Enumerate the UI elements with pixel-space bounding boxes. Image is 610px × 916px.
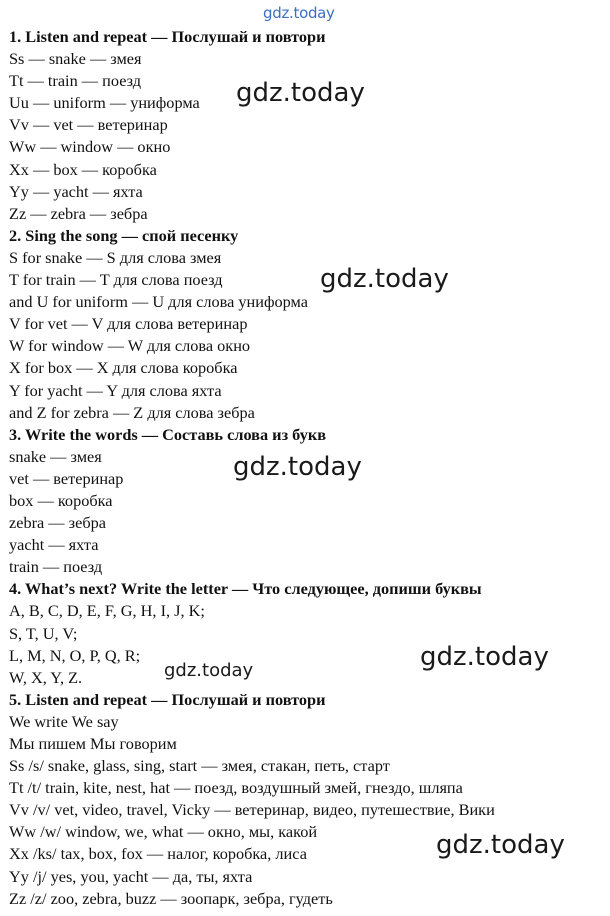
text-line: vet — ветеринар	[9, 468, 124, 488]
text-line: A, B, C, D, E, F, G, H, I, J, K;	[9, 601, 205, 621]
section-heading: 5. Listen and repeat — Послушай и повтори	[9, 689, 326, 709]
text-line: Yy — yacht — яхта	[9, 181, 143, 201]
text-line: Мы пишем Мы говорим	[9, 734, 177, 753]
text-line: zebra — зебра	[9, 513, 106, 533]
text-line: box — коробка	[9, 490, 113, 510]
section-heading: 1. Listen and repeat — Послушай и повтори	[9, 27, 326, 46]
text-line: Tt /t/ train, kite, nest, hat — поезд, воздушный змей, гнездо, шляпа	[9, 778, 463, 798]
text-line: V for vet — V для слова ветеринар	[9, 314, 248, 334]
text-line: Zz /z/ zoo, zebra, buzz — зоопарк, зебра, гудеть	[9, 888, 333, 908]
text-line: train — поезд	[9, 557, 103, 577]
text-line: L, M, N, O, P, Q, R;	[9, 645, 141, 665]
watermark: gdz.today	[320, 264, 449, 294]
watermark: gdz.today	[420, 642, 549, 672]
section-heading: 4. What’s next? Write the letter — Что следующее, допиши буквы	[9, 579, 482, 599]
text-line: Ss /s/ snake, glass, sing, start — змея, стакан, петь, старт	[9, 756, 390, 776]
text-line: We write We say	[9, 711, 119, 731]
text-line: T for train — T для слова поезд	[9, 270, 223, 290]
text-line: X for box — X для слова коробка	[9, 358, 238, 378]
watermark: gdz.today	[164, 660, 254, 681]
text-line: Ww /w/ window, we, what — окно, мы, какой	[9, 822, 318, 842]
text-line: Uu — uniform — униформа	[9, 93, 200, 113]
text-line: Vv /v/ vet, video, travel, Vicky — ветеринар, видео, путешествие, Вики	[9, 800, 495, 820]
text-line: Zz — zebra — зебра	[9, 203, 148, 223]
text-line: W, X, Y, Z.	[9, 667, 83, 687]
text-line: Yy /j/ yes, you, yacht — да, ты, яхта	[9, 866, 253, 886]
text-line: Ss — snake — змея	[9, 49, 142, 69]
text-line: W for window — W для слова окно	[9, 336, 251, 356]
text-line: Y for yacht — Y для слова яхта	[9, 380, 222, 400]
text-line: Tt — train — поезд	[9, 71, 142, 91]
text-line: Ww — window — окно	[9, 137, 171, 157]
watermark: gdz.today	[436, 830, 565, 860]
watermark-top: gdz.today	[263, 4, 335, 22]
text-line: and Z for zebra — Z для слова зебра	[9, 402, 255, 422]
section-heading: 3. Write the words — Составь слова из букв	[9, 424, 327, 444]
text-line: S, T, U, V;	[9, 623, 78, 643]
text-line: snake — змея	[9, 446, 102, 466]
text-line: Vv — vet — ветеринар	[9, 115, 168, 135]
watermark: gdz.today	[236, 78, 365, 108]
text-line: yacht — яхта	[9, 535, 99, 555]
text-line: S for snake — S для слова змея	[9, 247, 222, 267]
text-line: Xx — box — коробка	[9, 159, 157, 179]
text-line: Xx /ks/ tax, box, fox — налог, коробка, лиса	[9, 844, 307, 864]
text-line: and U for uniform — U для слова униформа	[9, 292, 308, 312]
section-heading: 2. Sing the song — спой песенку	[9, 225, 239, 245]
watermark: gdz.today	[233, 452, 362, 482]
